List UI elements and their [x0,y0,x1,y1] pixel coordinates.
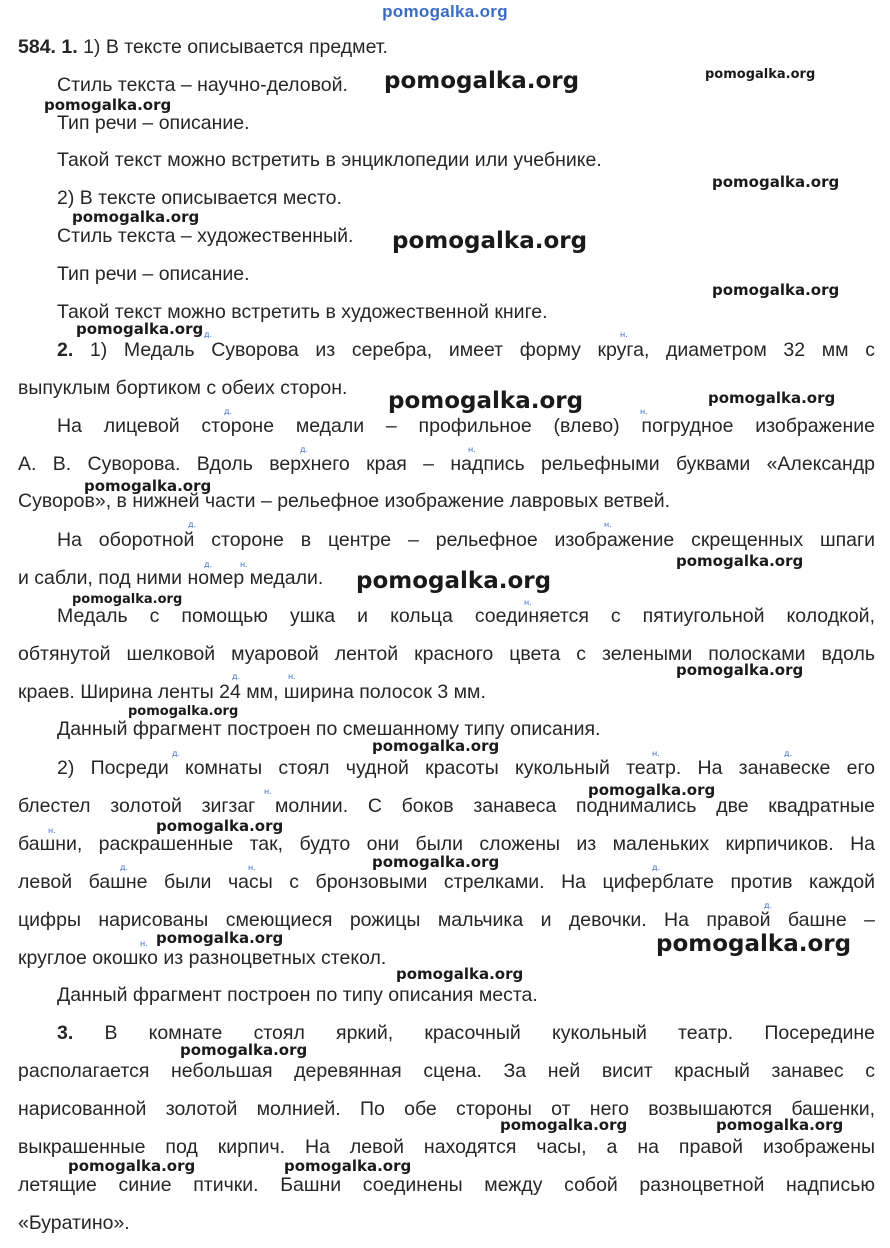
marker-d: д. [224,407,233,416]
watermark: pomogalka.org [716,1116,844,1134]
text-line: Тип речи – описание. [57,263,250,285]
marker-n: н. [248,863,256,872]
marker-d: д. [784,749,793,758]
watermark: pomogalka.org [372,737,500,755]
text-line: А. В. Суворова. Вдоль верхнего края – надпись рельефными буквами «Александр [18,453,875,475]
watermark: pomogalka.org [388,388,584,414]
text-line: На оборотной стороне в центре – рельефное изображение скрещенных шпаги [57,529,875,551]
text-line: блестел золотой зигзаг молнии. С боков занавеса поднимались две квадратные [18,795,875,817]
text-line: краев. Ширина ленты 24 мм, ширина полосок 3 мм. [18,681,486,703]
marker-n: н. [524,598,532,607]
text-line: 3. В комнате стоял яркий, красочный кукольный театр. Посередине [57,1022,875,1044]
watermark: pomogalka.org [356,568,552,594]
watermark: pomogalka.org [676,661,804,679]
marker-n: н. [140,939,148,948]
marker-d: д. [300,445,309,454]
watermark: pomogalka.org [128,704,239,719]
watermark: pomogalka.org [708,389,836,407]
marker-d: д. [172,749,181,758]
watermark: pomogalka.org [72,592,183,607]
text-line: Данный фрагмент построен по типу описания места. [57,984,538,1006]
marker-n: н. [652,749,660,758]
text-line: На лицевой стороне медали – профильное (влево) погрудное изображение [57,415,875,437]
text-line: левой башне были часы с бронзовыми стрелками. На циферблате против каждой [18,871,875,893]
header-watermark: pomogalka.org [382,2,508,21]
watermark: pomogalka.org [588,781,716,799]
text-line: 2. 1) Медаль Суворова из серебра, имеет форму круга, диаметром 32 мм с [57,339,875,361]
text-line: Тип речи – описание. [57,112,250,134]
text-line: 584. 1. 1) В тексте описывается предмет. [18,36,388,58]
watermark: pomogalka.org [712,281,840,299]
text-line: Такой текст можно встретить в энциклопедии или учебнике. [57,149,602,171]
marker-d: д. [232,672,241,681]
marker-d: д. [204,330,213,339]
marker-n: н. [468,445,476,454]
watermark: pomogalka.org [156,817,284,835]
text-line: Такой текст можно встретить в художественной книге. [57,301,548,323]
watermark: pomogalka.org [676,552,804,570]
marker-n: н. [288,672,296,681]
watermark: pomogalka.org [180,1041,308,1059]
task-number: 584. 1. [18,36,78,58]
text-line: 2) Посреди комнаты стоял чудной красоты кукольный театр. На занавеске его [57,757,875,779]
watermark: pomogalka.org [68,1157,196,1175]
marker-d: д. [120,863,129,872]
text-line: цифры нарисованы смеющиеся рожицы мальчика и девочки. На правой башне – [18,909,875,931]
watermark: pomogalka.org [396,965,524,983]
marker-n: н. [640,407,648,416]
text-line: выпуклым бортиком с обеих сторон. [18,377,348,399]
text-line: башни, раскрашенные так, будто они были сложены из маленьких кирпичиков. На [18,833,875,855]
marker-n: н. [620,330,628,339]
marker-n: н. [240,560,248,569]
watermark: pomogalka.org [500,1116,628,1134]
text-line: летящие синие птички. Башни соединены между собой разноцветной надписью [18,1174,875,1196]
text-line: «Буратино». [18,1212,130,1234]
part-number: 3. [57,1022,74,1044]
watermark: pomogalka.org [72,208,200,226]
watermark: pomogalka.org [84,477,212,495]
marker-d: д. [204,560,213,569]
watermark: pomogalka.org [712,173,840,191]
text-line: обтянутой шелковой муаровой лентой красного цвета с зелеными полосками вдоль [18,643,875,665]
marker-n: н. [604,520,612,529]
watermark: pomogalka.org [372,853,500,871]
watermark: pomogalka.org [284,1157,412,1175]
text-line: Стиль текста – художественный. [57,225,354,247]
marker-n: н. [264,787,272,796]
marker-d: д. [764,901,773,910]
watermark: pomogalka.org [156,929,284,947]
part-number: 2. [57,339,74,361]
watermark: pomogalka.org [44,96,172,114]
watermark: pomogalka.org [392,228,588,254]
watermark: pomogalka.org [76,320,204,338]
watermark: pomogalka.org [384,68,580,94]
text-line: Суворов», в нижней части – рельефное изображение лавровых ветвей. [18,490,671,512]
watermark: pomogalka.org [705,67,816,82]
marker-d: д. [188,520,197,529]
text-line: Стиль текста – научно-деловой. [57,74,348,96]
text-line: и сабли, под ними номер медали. [18,567,324,589]
text-line: 2) В тексте описывается место. [57,187,342,209]
text-line: Данный фрагмент построен по смешанному типу описания. [57,718,601,740]
watermark: pomogalka.org [656,931,852,957]
text-line: нарисованной золотой молнией. По обе стороны от него возвышаются башенки, [18,1098,875,1120]
text-line: круглое окошко из разноцветных стекол. [18,947,387,969]
marker-n: н. [48,826,56,835]
text-line: Медаль с помощью ушка и кольца соединяется с пятиугольной колодкой, [57,605,875,627]
text-line: располагается небольшая деревянная сцена. За ней висит красный занавес с [18,1060,875,1082]
text-line: выкрашенные под кирпич. На левой находятся часы, а на правой изображены [18,1136,875,1158]
marker-d: д. [652,863,661,872]
